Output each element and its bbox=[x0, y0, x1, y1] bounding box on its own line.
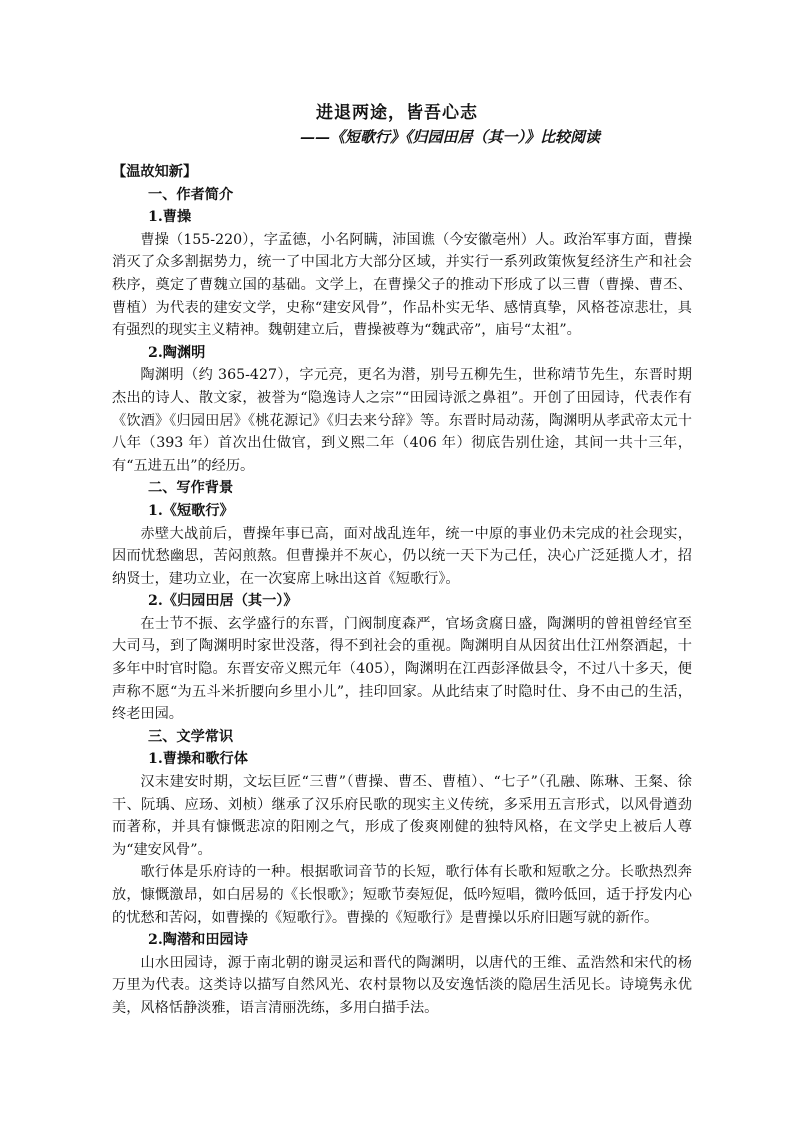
heading-background: 二、写作背景 bbox=[148, 480, 234, 497]
document-subtitle: ——《短歌行》《归园田居（其一）》比较阅读 bbox=[299, 128, 600, 146]
section-tag: 【温故知新】 bbox=[112, 164, 198, 180]
subheading-tian-yuan-shi: 2.陶潜和田园诗 bbox=[148, 932, 248, 949]
document-title: 进退两途，皆吾心志 bbox=[316, 103, 478, 123]
paragraph-tian-yuan-shi: 山水田园诗，源于南北朝的谢灵运和晋代的陶渊明，以唐代的王维、孟浩然和宋代的杨万里为代表。这类诗以描写自然风光、农村景物以及安逸恬淡的隐居生活见长。诗境隽永优美，风格恬静淡雅，语言清丽洗练，多用白描手法。 bbox=[112, 954, 692, 1016]
subheading-tao-yuanming: 2.陶渊明 bbox=[148, 344, 206, 361]
heading-author-intro: 一、作者简介 bbox=[148, 186, 234, 203]
paragraph-tao-yuanming-bio: 陶渊明（约 365-427），字元亮，更名为潜，别号五柳先生，世称靖节先生，东晋时期杰出的诗人、散文家，被誉为“隐逸诗人之宗”“田园诗派之鼻祖”。开创了田园诗，代表作有《饮酒》《归园田居》《桃花源记》《归去来兮辞》等。东晋时局动荡，陶渊明从孝武帝太元十八年（393 年）首次出仕做官，到义熙二年（406 年）彻底告别仕途，其间一共十三年，有“五进五出”的经历。 bbox=[112, 367, 692, 474]
subheading-duan-ge-xing: 1.《短歌行》 bbox=[148, 502, 234, 519]
paragraph-duan-ge-xing-background: 赤壁大战前后，曹操年事已高，面对战乱连年，统一中原的事业仍未完成的社会现实，因而忧愁幽思，苦闷煎熬。但曹操并不灰心，仍以统一天下为己任，决心广泛延揽人才，招纳贤士，建功立业，在一次宴席上咏出这首《短歌行》。 bbox=[112, 525, 692, 587]
paragraph-jian-an-feng-gu: 汉末建安时期，文坛巨匠“三曹”（曹操、曹丕、曹植）、“七子”（孔融、陈琳、王粲、徐干、阮瑀、应玚、刘桢）继承了汉乐府民歌的现实主义传统，多采用五言形式，以风骨遒劲而著称，并具有慷慨悲凉的阳刚之气，形成了俊爽刚健的独特风格，在文学史上被后人尊为“建安风骨”。 bbox=[112, 774, 692, 858]
paragraph-cao-cao-bio: 曹操（155-220），字孟德，小名阿瞒，沛国谯（今安徽亳州）人。政治军事方面，曹操消灭了众多割据势力，统一了中国北方大部分区域，并实行一系列政策恢复经济生产和社会秩序，奠定了曹魏立国的基础。文学上，在曹操父子的推动下形成了以三曹（曹操、曹丕、曹植）为代表的建安文学，史称“建安风骨”，作品朴实无华、感情真挚，风格苍凉悲壮，具有强烈的现实主义精神。魏朝建立后，曹操被尊为“魏武帝”，庙号“太祖”。 bbox=[112, 231, 692, 339]
heading-literary-knowledge: 三、文学常识 bbox=[148, 728, 234, 745]
document-body bbox=[112, 161, 692, 1020]
subheading-ge-xing-ti: 1.曹操和歌行体 bbox=[148, 751, 248, 768]
subheading-cao-cao: 1.曹操 bbox=[148, 209, 192, 226]
paragraph-ge-xing-ti: 歌行体是乐府诗的一种。根据歌词音节的长短，歌行体有长歌和短歌之分。长歌热烈奔放，慷慨激昂，如白居易的《长恨歌》；短歌节奏短促，低吟短唱，微吟低回，适于抒发内心的忧愁和苦闷，如曹操的《短歌行》。曹操的《短歌行》是曹操以乐府旧题写就的新作。 bbox=[112, 864, 692, 926]
subheading-gui-yuan-tian-ju: 2.《归园田居（其一）》 bbox=[148, 593, 298, 610]
paragraph-gui-yuan-tian-ju-background: 在士节不振、玄学盛行的东晋，门阀制度森严，官场贪腐日盛，陶渊明的曾祖曾经官至大司马，到了陶渊明时家世没落，得不到社会的重视。陶渊明自从因贫出仕江州祭酒起，十多年中时官时隐。东晋安帝义熙元年（405），陶渊明在江西彭泽做县令，不过八十多天，便声称不愿“为五斗米折腰向乡里小儿”，挂印回家。从此结束了时隐时仕、身不由己的生活，终老田园。 bbox=[112, 615, 692, 723]
